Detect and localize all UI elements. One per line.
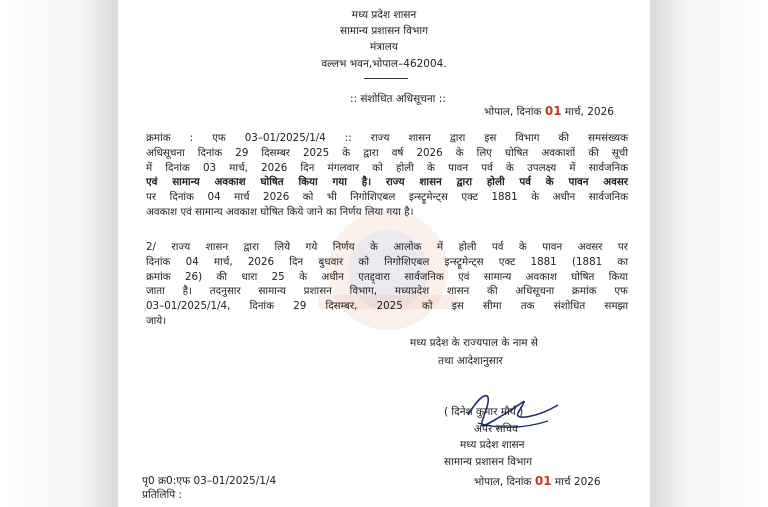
header-department: सामान्य प्रशासन विभाग xyxy=(339,25,428,37)
authority-line-1: मध्य प्रदेश के राज्यपाल के नाम से xyxy=(410,337,538,349)
paragraph-1-line: अवकाश एवं सामान्य अवकाश घोषित किये जाने का निर्णय लिया गया है। xyxy=(146,205,414,218)
signatory-office-1: मध्य प्रदेश शासन xyxy=(460,439,525,451)
signatory-office-2: सामान्य प्रशासन विभाग xyxy=(444,456,533,468)
header-ministry: मंत्रालय xyxy=(369,41,398,53)
paragraph-1-line: में दिनांक 03 मार्च, 2026 दिन मंगलवार को होली के पावन पर्व के उपलक्ष्य में सार्वजनिक xyxy=(146,161,628,174)
dateline xyxy=(484,104,614,120)
header-address: वल्लभ भवन,भोपाल–462004. xyxy=(321,58,447,70)
footer-dateline xyxy=(474,474,601,490)
endorsement-number: पृ0 क्र0:एफ 03–01/2025/1/4 xyxy=(142,475,277,487)
dateline-suffix: मार्च, 2026 xyxy=(564,106,614,118)
paragraph-1-line: अधिसूचना दिनांक 29 दिसम्बर 2025 के द्वारा वर्ष 2026 के लिए घोषित अवकाशों की सूची xyxy=(146,146,628,159)
paragraph-1-line: क्रमांक : एफ 03–01/2025/1/4 :: राज्य शासन द्वारा इस विभाग की समसंख्यक xyxy=(146,132,628,144)
copy-label: प्रतिलिपि : xyxy=(142,489,183,501)
authority-line-2: तथा आदेशानुसार xyxy=(438,355,503,367)
paragraph-2-line: जाये। xyxy=(146,314,167,327)
paragraph-1-line: एवं सामान्य अवकाश घोषित किया गया है। राज्य शासन द्वारा होली पर्व के पावन अवसर xyxy=(146,176,628,189)
signatory-designation: अपर सचिव xyxy=(474,423,518,435)
left-background-edge xyxy=(0,0,118,507)
document-page xyxy=(118,0,650,507)
right-background-edge xyxy=(650,0,768,507)
footer-date-suffix: मार्च 2026 xyxy=(554,476,601,488)
header-government: मध्य प्रदेश शासन xyxy=(351,9,417,21)
signatory-name: ( दिनेश कुमार मौर्य ) xyxy=(444,406,524,418)
paragraph-2-line: 2/ राज्य शासन द्वारा लिये गये निर्णय के आलोक में होली पर्व के पावन अवसर पर xyxy=(146,241,628,253)
footer-date-prefix: भोपाल, दिनांक xyxy=(474,476,532,488)
paragraph-1 xyxy=(146,131,628,220)
paragraph-2-line: दिनांक 04 मार्च, 2026 दिन बुधवार को निगोशिएबल इन्स्ट्रूमेन्ट्स एक्ट 1881 (1881 का xyxy=(146,255,628,268)
notice-title: :: संशोधित अधिसूचना :: xyxy=(350,93,446,105)
paragraph-1-line: पर दिनांक 04 मार्च 2026 को भी निगोशिएबल इन्स्ट्रूमेन्ट्स एक्ट 1881 के अधीन सार्वजनिक xyxy=(146,191,628,204)
paragraph-2-line: जाता है। तदनुसार सामान्य प्रशासन विभाग, मध्यप्रदेश शासन की अधिसूचना क्रमांक एफ xyxy=(146,285,628,298)
footer-date-day: 01 xyxy=(534,474,552,488)
header-underline xyxy=(364,78,408,79)
paragraph-2 xyxy=(146,240,628,329)
dateline-day: 01 xyxy=(544,104,562,118)
dateline-prefix: भोपाल, दिनांक xyxy=(484,106,542,118)
paragraph-2-line: 03–01/2025/1/4, दिनांक 29 दिसम्बर, 2025 को इस सीमा तक संशोधित समझा xyxy=(146,300,628,313)
paragraph-2-line: क्रमांक 26) की धारा 25 के अधीन एतद्द्वारा सार्वजनिक एवं सामान्य अवकाश घोषित किया xyxy=(146,270,628,283)
